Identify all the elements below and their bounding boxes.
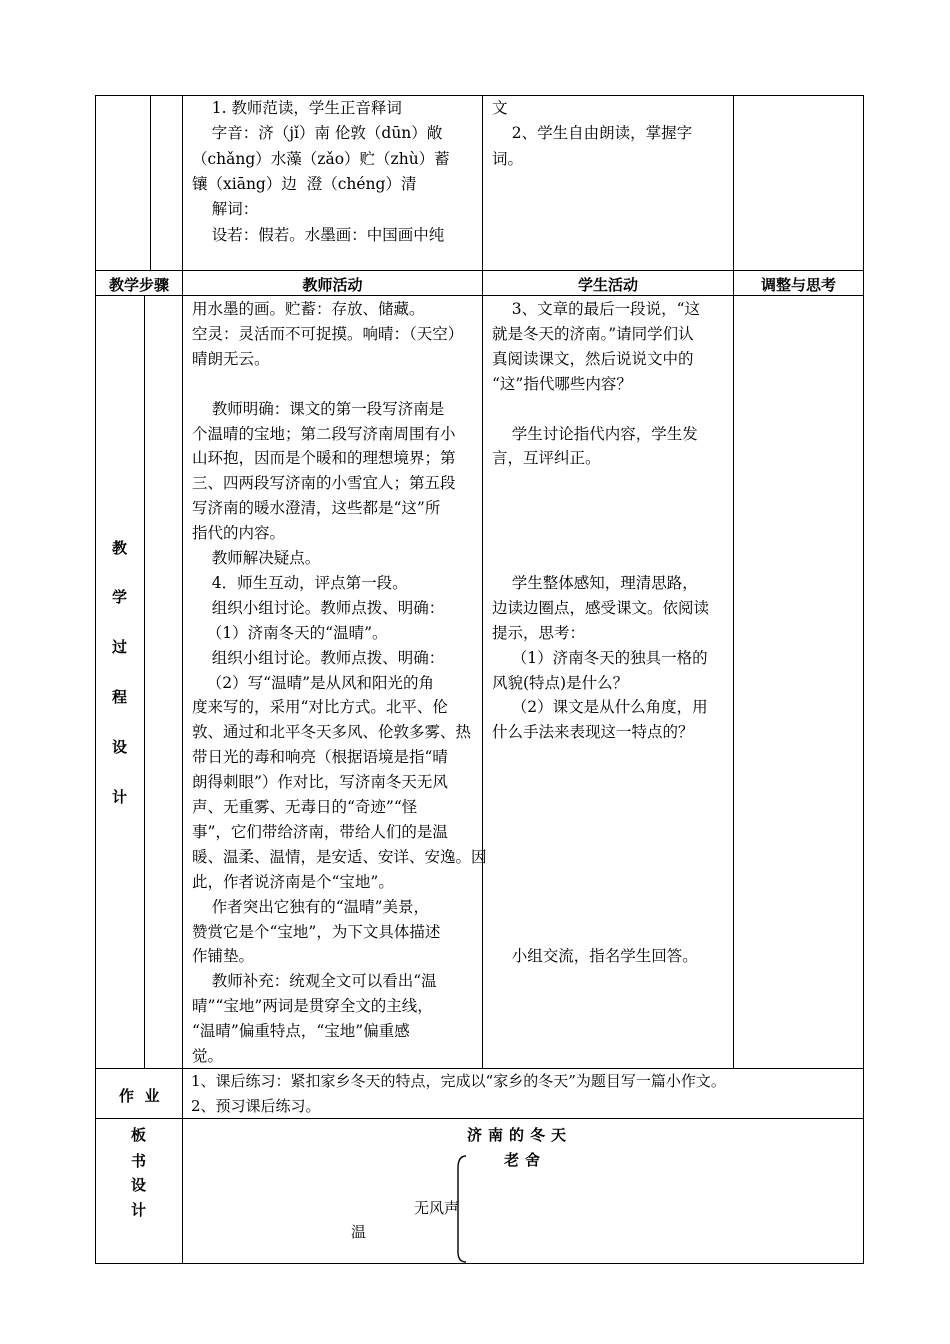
text-line: 组织小组讨论。教师点拨、明确： [192, 598, 445, 617]
student-column-divider [733, 95, 734, 1068]
text-line: 学生讨论指代内容，学生发 [492, 424, 698, 443]
board-label-char: 板 [131, 1126, 147, 1144]
text-line: 小组交流，指名学生回答。 [492, 947, 698, 966]
process-label-char: 程 [112, 688, 128, 706]
process-label-char: 学 [112, 588, 128, 606]
teacher-column-divider [482, 95, 483, 1068]
text-line: 觉。 [192, 1047, 224, 1065]
text-line: 空灵：灵活而不可捉摸。响晴：（天空） [192, 324, 464, 343]
text-line: 言，互评纠正。 [492, 449, 601, 468]
text-line: 度来写的，采用“对比方式。北平、伦 [192, 698, 448, 717]
text-line: 山环抱，因而是个暖和的理想境界；第 [192, 449, 456, 468]
homework-label: 作 业 [119, 1087, 160, 1105]
text-line: 声、无重雾、无毒日的“奇迹”“怪 [192, 798, 418, 816]
text-line: 赞赏它是个“宝地”，为下文具体描述 [192, 922, 441, 941]
text-line: 就是冬天的济南。”请同学们认 [492, 324, 694, 343]
text-line: 3、文章的最后一段说，“这 [492, 300, 700, 318]
text-line: 个温晴的宝地；第二段写济南周围有小 [192, 424, 456, 443]
board-label-char: 设 [131, 1176, 147, 1194]
text-line: （chǎng）水藻（zǎo）贮（zhù）蓄 [192, 149, 450, 168]
text-line: 敦、通过和北平冬天多风、伦敦多雾、热 [192, 723, 472, 742]
table-bottom-border [95, 1263, 864, 1264]
text-line: 词。 [492, 149, 524, 168]
text-line: （1）济南冬天的“温晴”。 [192, 623, 388, 642]
text-line: “这”指代哪些内容？ [492, 374, 632, 393]
text-line: 写济南的暖水澄清，这些都是“这”所 [192, 499, 441, 518]
board-author: 老舍 [504, 1151, 547, 1169]
text-line: 事”，它们带给济南，带给人们的是温 [192, 822, 448, 841]
board-label-char: 计 [131, 1201, 147, 1219]
header-row-top-border [95, 270, 864, 271]
text-line: （2）写“温晴”是从风和阳光的角 [192, 673, 434, 692]
steps-inner-divider-main [144, 295, 145, 1068]
header-teaching-steps: 教学步骤 [108, 276, 169, 294]
text-line: 三、四两段写济南的小雪宜人；第五段 [192, 474, 456, 493]
text-line: 组织小组讨论。教师点拨、明确： [192, 648, 445, 667]
text-line: 什么手法来表现这一特点的？ [492, 723, 694, 742]
process-label-char: 过 [112, 638, 128, 656]
board-label-char: 书 [131, 1152, 147, 1170]
text-line: 教师明确：课文的第一段写济南是 [192, 399, 445, 418]
text-line: 设若：假若。水墨画：中国画中纯 [192, 225, 445, 244]
table-right-border [863, 95, 864, 1263]
text-line: 真阅读课文，然后说说文中的 [492, 349, 694, 368]
text-line: 指代的内容。 [192, 524, 286, 543]
text-line: 学生整体感知，理清思路， [492, 573, 698, 592]
text-line: （2）课文是从什么角度，用 [492, 698, 708, 717]
text-line: （1）济南冬天的独具一格的 [492, 648, 708, 667]
text-line: 1. 教师范读，学生正音释词 [192, 99, 402, 117]
steps-column-divider [182, 95, 183, 1263]
text-line: 风貌(特点)是什么？ [492, 673, 629, 692]
text-line: 文 [492, 99, 508, 117]
text-line: 用水墨的画。贮蓄：存放、储藏。 [192, 300, 425, 318]
process-label-char: 教 [112, 539, 128, 557]
text-line: 此，作者说济南是个“宝地”。 [192, 872, 394, 891]
text-line: 晴朗无云。 [192, 349, 270, 368]
text-line: 晴”“宝地”两词是贯穿全文的主线， [192, 997, 433, 1016]
text-line: 作者突出它独有的“温晴”美景， [192, 897, 430, 916]
text-line: 带日光的毒和响亮（根据语境是指“晴 [192, 748, 448, 767]
header-teacher-activity: 教师活动 [302, 276, 363, 294]
text-line: 暖、温柔、温情，是安适、安详、安逸。因 [192, 847, 487, 866]
process-label-char: 设 [112, 738, 128, 756]
text-line: 解词： [192, 200, 259, 219]
header-row-bottom-border [95, 295, 864, 296]
text-line: 4．师生互动，评点第一段。 [192, 573, 408, 592]
text-line: 字音：济（jǐ）南 伦敦（dūn）敞 [192, 124, 443, 143]
text-line: 提示，思考： [492, 623, 586, 642]
text-line: 朗得刺眼”）作对比，写济南冬天无风 [192, 773, 448, 792]
table-left-border [95, 95, 96, 1263]
text-line: 2、学生自由朗读，掌握字 [492, 124, 693, 143]
board-brace [448, 1152, 472, 1264]
text-line: 边读边圈点，感受课文。依阅读 [492, 598, 710, 617]
homework-line: 2、预习课后练习。 [191, 1097, 321, 1115]
text-line: 教师解决疑点。 [192, 549, 321, 567]
header-adjust-reflect: 调整与思考 [760, 276, 836, 294]
text-line: 镶（xiāng）边 澄（chéng）清 [192, 174, 417, 193]
header-student-activity: 学生活动 [577, 276, 638, 294]
steps-inner-divider-top [150, 95, 151, 270]
board-item-warm: 温 [351, 1223, 367, 1241]
board-item-no-wind: 无风声 [414, 1199, 460, 1217]
text-line: 教师补充：统观全文可以看出“温 [192, 972, 437, 991]
process-label-char: 计 [112, 788, 128, 806]
board-title: 济南的冬天 [467, 1126, 573, 1144]
homework-line: 1、课后练习：紧扣家乡冬天的特点，完成以“家乡的冬天”为题目写一篇小作文。 [191, 1072, 726, 1090]
text-line: “温晴”偏重特点，“宝地”偏重感 [192, 1022, 410, 1041]
text-line: 作铺垫。 [192, 947, 255, 966]
